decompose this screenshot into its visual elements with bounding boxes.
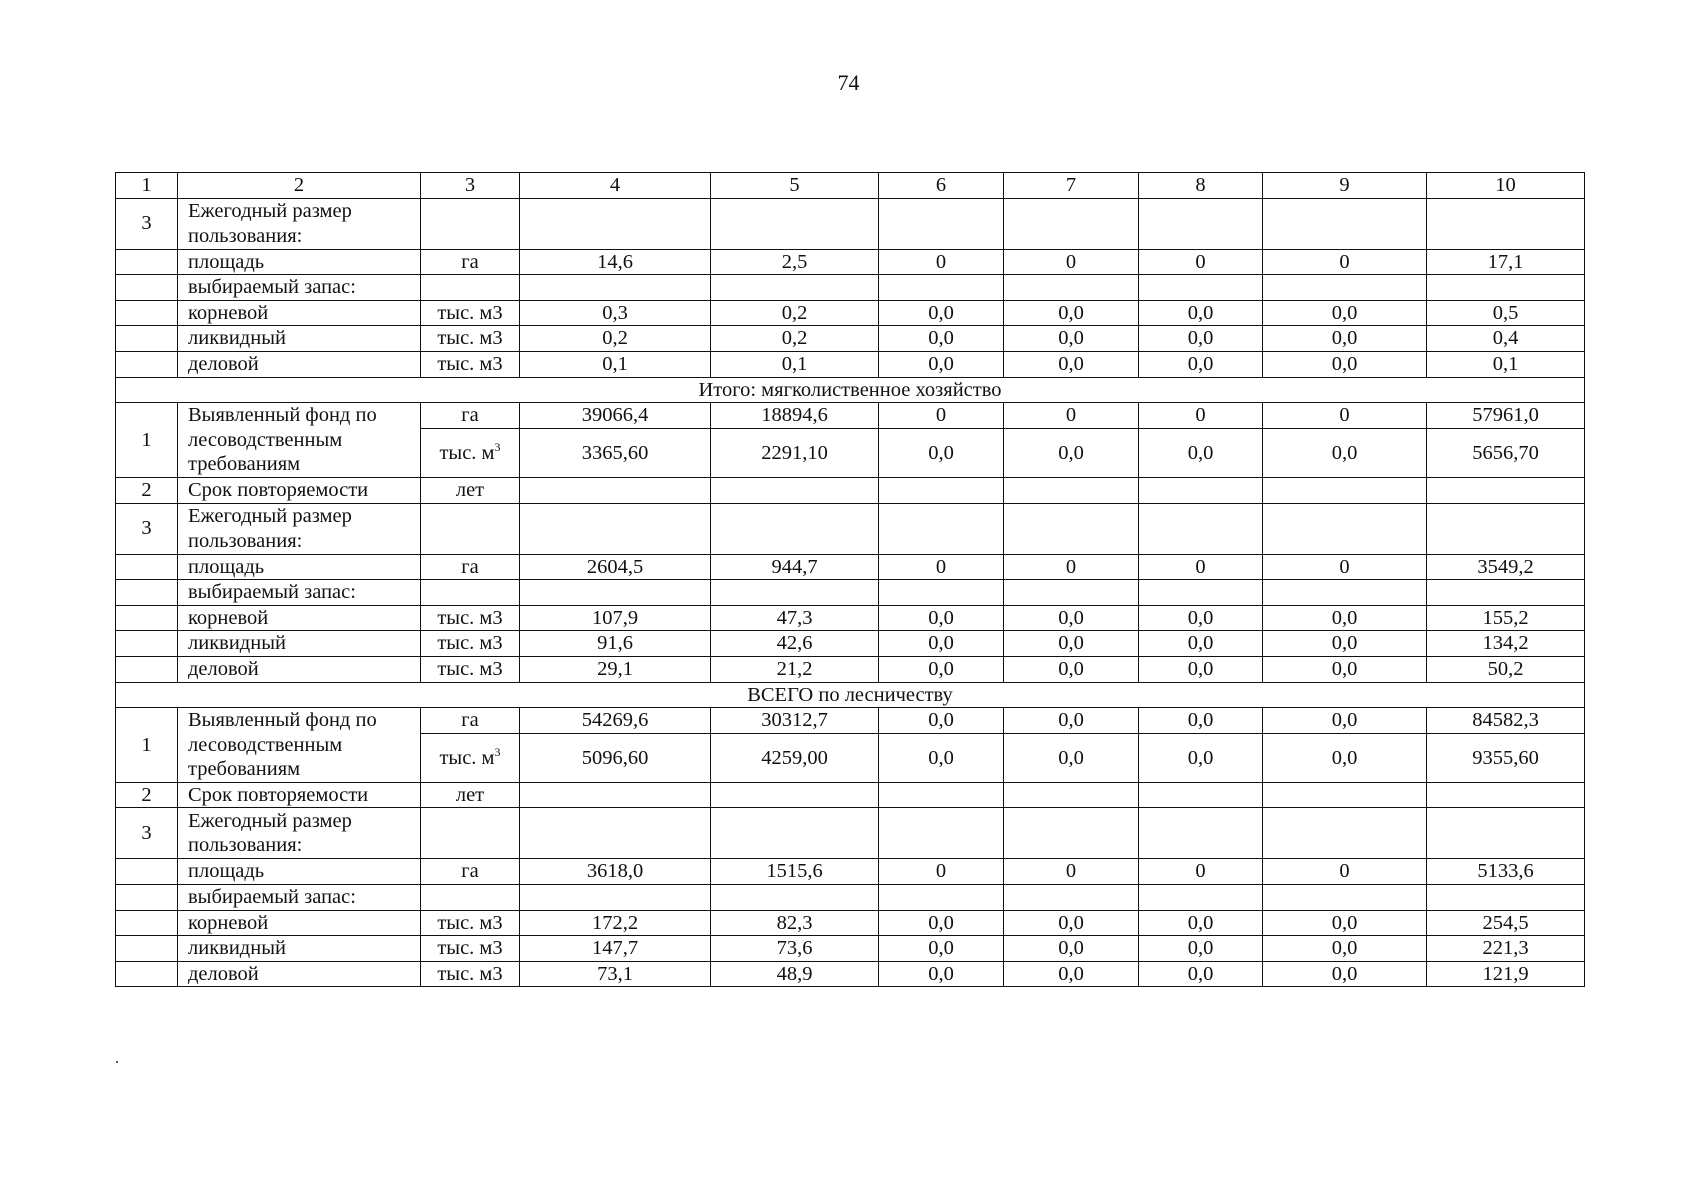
value-cell: 155,2 — [1427, 605, 1585, 631]
value-cell — [1263, 198, 1427, 249]
value-cell: 0,0 — [879, 656, 1004, 682]
value-cell: 54269,6 — [520, 708, 711, 734]
header-cell: 10 — [1427, 173, 1585, 199]
unit-cell: тыс. м3 — [421, 631, 520, 657]
header-cell: 2 — [178, 173, 421, 199]
unit-cell: тыс. м3 — [421, 300, 520, 326]
value-cell — [1139, 885, 1263, 911]
value-cell — [520, 503, 711, 554]
row-number — [116, 605, 178, 631]
value-cell — [1004, 275, 1139, 301]
row-label: площадь — [178, 554, 421, 580]
value-cell: 21,2 — [711, 656, 879, 682]
value-cell — [1263, 580, 1427, 606]
value-cell: 0,0 — [1004, 936, 1139, 962]
unit-cell — [421, 808, 520, 859]
row-number: 2 — [116, 782, 178, 808]
header-cell: 8 — [1139, 173, 1263, 199]
value-cell — [520, 808, 711, 859]
row-label: корневой — [178, 605, 421, 631]
row-number — [116, 300, 178, 326]
value-cell — [1427, 885, 1585, 911]
row-label: ликвидный — [178, 631, 421, 657]
value-cell — [1139, 808, 1263, 859]
row-number — [116, 885, 178, 911]
value-cell: 0 — [879, 249, 1004, 275]
value-cell — [1427, 503, 1585, 554]
value-cell — [1004, 198, 1139, 249]
value-cell: 73,6 — [711, 936, 879, 962]
value-cell — [520, 275, 711, 301]
value-cell: 0 — [1263, 554, 1427, 580]
table-row — [116, 859, 1585, 885]
value-cell: 0,2 — [711, 326, 879, 352]
value-cell: 0,0 — [1263, 605, 1427, 631]
value-cell — [879, 580, 1004, 606]
row-label: Выявленный фонд по лесоводственным требованиям — [178, 708, 421, 783]
unit-cell — [421, 885, 520, 911]
section-title: ВСЕГО по лесничеству — [116, 682, 1585, 708]
value-cell: 0,0 — [1139, 961, 1263, 987]
value-cell — [711, 198, 879, 249]
value-cell: 2,5 — [711, 249, 879, 275]
value-cell — [711, 885, 879, 911]
unit-cell: тыс. м3 — [421, 351, 520, 377]
value-cell: 0,5 — [1427, 300, 1585, 326]
value-cell: 91,6 — [520, 631, 711, 657]
value-cell: 0,0 — [1004, 708, 1139, 734]
value-cell — [711, 808, 879, 859]
value-cell: 3549,2 — [1427, 554, 1585, 580]
value-cell: 0 — [1004, 859, 1139, 885]
unit-cell: лет — [421, 477, 520, 503]
value-cell: 0,0 — [879, 428, 1004, 477]
section-row — [116, 682, 1585, 708]
value-cell — [1263, 275, 1427, 301]
value-cell: 17,1 — [1427, 249, 1585, 275]
value-cell — [879, 275, 1004, 301]
value-cell: 0,0 — [1263, 428, 1427, 477]
row-label: Ежегодный размер пользования: — [178, 808, 421, 859]
value-cell: 0,0 — [1004, 351, 1139, 377]
row-number: 1 — [116, 708, 178, 783]
value-cell: 0,0 — [1139, 631, 1263, 657]
table-row — [116, 275, 1585, 301]
value-cell: 0,0 — [1004, 300, 1139, 326]
value-cell: 0 — [1263, 859, 1427, 885]
value-cell: 0,0 — [1139, 428, 1263, 477]
header-cell: 3 — [421, 173, 520, 199]
value-cell: 0 — [1139, 403, 1263, 429]
value-cell — [1139, 275, 1263, 301]
value-cell: 42,6 — [711, 631, 879, 657]
table-row — [116, 808, 1585, 859]
table-row — [116, 936, 1585, 962]
value-cell: 121,9 — [1427, 961, 1585, 987]
value-cell — [1427, 198, 1585, 249]
row-label: Ежегодный размер пользования: — [178, 503, 421, 554]
value-cell: 14,6 — [520, 249, 711, 275]
row-number — [116, 554, 178, 580]
value-cell: 147,7 — [520, 936, 711, 962]
value-cell: 57961,0 — [1427, 403, 1585, 429]
row-number: 2 — [116, 477, 178, 503]
value-cell: 172,2 — [520, 910, 711, 936]
value-cell — [1263, 808, 1427, 859]
value-cell — [879, 782, 1004, 808]
unit-cell — [421, 198, 520, 249]
row-label: Ежегодный размер пользования: — [178, 198, 421, 249]
value-cell: 0 — [1004, 554, 1139, 580]
value-cell: 0,0 — [1263, 961, 1427, 987]
value-cell: 73,1 — [520, 961, 711, 987]
row-number — [116, 859, 178, 885]
row-number — [116, 351, 178, 377]
header-cell: 1 — [116, 173, 178, 199]
value-cell — [1004, 503, 1139, 554]
table-row — [116, 605, 1585, 631]
table-row — [116, 782, 1585, 808]
value-cell: 3618,0 — [520, 859, 711, 885]
unit-text: тыс. м — [439, 441, 495, 464]
value-cell: 0,0 — [879, 708, 1004, 734]
value-cell: 30312,7 — [711, 708, 879, 734]
unit-cell — [421, 733, 520, 782]
value-cell: 0,0 — [879, 351, 1004, 377]
value-cell — [711, 580, 879, 606]
forest-use-table — [115, 172, 1585, 987]
table-row — [116, 708, 1585, 734]
value-cell: 0,3 — [520, 300, 711, 326]
page-number: 74 — [837, 70, 860, 95]
value-cell: 0,0 — [1139, 733, 1263, 782]
unit-cell: тыс. м3 — [421, 910, 520, 936]
value-cell — [520, 885, 711, 911]
value-cell: 0,0 — [879, 605, 1004, 631]
row-label: Срок повторяемости — [178, 782, 421, 808]
value-cell: 5133,6 — [1427, 859, 1585, 885]
value-cell: 0,0 — [879, 733, 1004, 782]
unit-cell — [421, 275, 520, 301]
value-cell: 0,0 — [1263, 910, 1427, 936]
value-cell: 0,0 — [1004, 605, 1139, 631]
value-cell: 107,9 — [520, 605, 711, 631]
value-cell: 39066,4 — [520, 403, 711, 429]
value-cell — [520, 782, 711, 808]
row-label: выбираемый запас: — [178, 275, 421, 301]
row-number: 3 — [116, 198, 178, 249]
value-cell — [879, 808, 1004, 859]
value-cell: 0,1 — [711, 351, 879, 377]
value-cell: 0,0 — [1263, 656, 1427, 682]
value-cell: 0,1 — [1427, 351, 1585, 377]
value-cell: 18894,6 — [711, 403, 879, 429]
value-cell: 0,1 — [520, 351, 711, 377]
table-row — [116, 961, 1585, 987]
value-cell: 1515,6 — [711, 859, 879, 885]
unit-cell: га — [421, 859, 520, 885]
value-cell — [1263, 503, 1427, 554]
unit-cell: га — [421, 554, 520, 580]
row-label: площадь — [178, 249, 421, 275]
unit-cell: тыс. м3 — [421, 936, 520, 962]
value-cell: 0,0 — [1139, 936, 1263, 962]
row-label: корневой — [178, 910, 421, 936]
row-number — [116, 631, 178, 657]
header-cell: 6 — [879, 173, 1004, 199]
value-cell: 4259,00 — [711, 733, 879, 782]
value-cell — [1427, 580, 1585, 606]
value-cell: 0,0 — [1004, 656, 1139, 682]
table-row — [116, 503, 1585, 554]
table-row — [116, 580, 1585, 606]
row-label: площадь — [178, 859, 421, 885]
value-cell — [1139, 477, 1263, 503]
value-cell — [879, 198, 1004, 249]
value-cell: 944,7 — [711, 554, 879, 580]
value-cell: 0,0 — [879, 961, 1004, 987]
value-cell: 0,0 — [1263, 300, 1427, 326]
value-cell: 0 — [879, 403, 1004, 429]
unit-cell: тыс. м3 — [421, 961, 520, 987]
value-cell — [711, 782, 879, 808]
value-cell: 0 — [1263, 249, 1427, 275]
value-cell: 5656,70 — [1427, 428, 1585, 477]
value-cell — [1263, 477, 1427, 503]
value-cell — [1427, 782, 1585, 808]
unit-cell: га — [421, 403, 520, 429]
value-cell — [1263, 782, 1427, 808]
row-label: деловой — [178, 351, 421, 377]
value-cell — [879, 503, 1004, 554]
table-row — [116, 910, 1585, 936]
row-number: 3 — [116, 808, 178, 859]
value-cell — [879, 477, 1004, 503]
value-cell: 9355,60 — [1427, 733, 1585, 782]
table-row — [116, 300, 1585, 326]
row-number: 1 — [116, 403, 178, 478]
table-row — [116, 631, 1585, 657]
value-cell: 50,2 — [1427, 656, 1585, 682]
unit-cell — [421, 428, 520, 477]
value-cell — [520, 580, 711, 606]
value-cell: 134,2 — [1427, 631, 1585, 657]
row-number — [116, 249, 178, 275]
value-cell: 0,0 — [879, 936, 1004, 962]
value-cell: 0,0 — [1139, 351, 1263, 377]
header-cell: 4 — [520, 173, 711, 199]
value-cell — [1004, 580, 1139, 606]
value-cell — [1139, 503, 1263, 554]
row-label: Выявленный фонд по лесоводственным требованиям — [178, 403, 421, 478]
value-cell: 0 — [1139, 249, 1263, 275]
row-label: деловой — [178, 656, 421, 682]
value-cell: 0,0 — [1263, 631, 1427, 657]
value-cell: 0,0 — [879, 326, 1004, 352]
table-row — [116, 554, 1585, 580]
value-cell: 0 — [1263, 403, 1427, 429]
value-cell — [1004, 477, 1139, 503]
unit-superscript: 3 — [494, 439, 501, 454]
row-label: деловой — [178, 961, 421, 987]
value-cell: 0,0 — [1139, 605, 1263, 631]
value-cell — [879, 885, 1004, 911]
row-number — [116, 275, 178, 301]
value-cell — [1004, 808, 1139, 859]
unit-superscript: 3 — [494, 744, 501, 759]
unit-cell: лет — [421, 782, 520, 808]
value-cell — [1004, 885, 1139, 911]
table-row — [116, 351, 1585, 377]
row-label: выбираемый запас: — [178, 580, 421, 606]
value-cell: 0 — [879, 554, 1004, 580]
value-cell: 221,3 — [1427, 936, 1585, 962]
unit-cell — [421, 503, 520, 554]
header-cell: 9 — [1263, 173, 1427, 199]
value-cell: 47,3 — [711, 605, 879, 631]
row-number — [116, 580, 178, 606]
value-cell — [1427, 808, 1585, 859]
value-cell: 0,0 — [879, 631, 1004, 657]
value-cell: 0,2 — [711, 300, 879, 326]
value-cell: 0 — [1004, 403, 1139, 429]
row-label: выбираемый запас: — [178, 885, 421, 911]
value-cell: 0,0 — [1263, 708, 1427, 734]
row-label: корневой — [178, 300, 421, 326]
row-label: ликвидный — [178, 936, 421, 962]
row-number: 3 — [116, 503, 178, 554]
value-cell: 2604,5 — [520, 554, 711, 580]
value-cell: 0,0 — [1263, 326, 1427, 352]
value-cell: 2291,10 — [711, 428, 879, 477]
row-number — [116, 656, 178, 682]
value-cell: 0,0 — [1139, 656, 1263, 682]
unit-cell: тыс. м3 — [421, 605, 520, 631]
row-number — [116, 326, 178, 352]
value-cell: 5096,60 — [520, 733, 711, 782]
header-cell: 7 — [1004, 173, 1139, 199]
row-number — [116, 910, 178, 936]
row-number — [116, 936, 178, 962]
value-cell — [1004, 782, 1139, 808]
value-cell — [1139, 198, 1263, 249]
table-row — [116, 885, 1585, 911]
section-row — [116, 377, 1585, 403]
value-cell: 0,0 — [879, 910, 1004, 936]
row-number — [116, 961, 178, 987]
table-row — [116, 403, 1585, 429]
value-cell — [520, 198, 711, 249]
row-label: ликвидный — [178, 326, 421, 352]
table-row — [116, 477, 1585, 503]
column-number-row — [116, 173, 1585, 199]
row-label: Срок повторяемости — [178, 477, 421, 503]
table-row — [116, 249, 1585, 275]
table-row — [116, 326, 1585, 352]
value-cell: 0,0 — [1139, 910, 1263, 936]
value-cell: 29,1 — [520, 656, 711, 682]
value-cell: 254,5 — [1427, 910, 1585, 936]
value-cell: 0,0 — [1139, 708, 1263, 734]
table-row — [116, 656, 1585, 682]
value-cell: 48,9 — [711, 961, 879, 987]
value-cell: 3365,60 — [520, 428, 711, 477]
value-cell — [520, 477, 711, 503]
footnote-mark: . — [115, 1050, 119, 1067]
unit-cell: тыс. м3 — [421, 326, 520, 352]
value-cell: 0,2 — [520, 326, 711, 352]
unit-cell: га — [421, 708, 520, 734]
value-cell — [711, 275, 879, 301]
unit-cell: тыс. м3 — [421, 656, 520, 682]
section-title: Итого: мягколиственное хозяйство — [116, 377, 1585, 403]
value-cell: 84582,3 — [1427, 708, 1585, 734]
value-cell — [1427, 275, 1585, 301]
value-cell: 0,0 — [1139, 326, 1263, 352]
value-cell: 0,0 — [1004, 910, 1139, 936]
value-cell: 0,0 — [1004, 326, 1139, 352]
header-cell: 5 — [711, 173, 879, 199]
table-row — [116, 198, 1585, 249]
value-cell — [1139, 782, 1263, 808]
value-cell: 0 — [1139, 554, 1263, 580]
value-cell — [711, 477, 879, 503]
value-cell: 0,0 — [1004, 961, 1139, 987]
unit-cell: га — [421, 249, 520, 275]
value-cell: 0,0 — [1263, 936, 1427, 962]
value-cell: 0,0 — [1004, 631, 1139, 657]
value-cell: 82,3 — [711, 910, 879, 936]
value-cell: 0,0 — [1263, 733, 1427, 782]
value-cell: 0,4 — [1427, 326, 1585, 352]
value-cell: 0,0 — [1004, 733, 1139, 782]
value-cell: 0,0 — [1004, 428, 1139, 477]
value-cell — [711, 503, 879, 554]
unit-cell — [421, 580, 520, 606]
value-cell: 0,0 — [1139, 300, 1263, 326]
value-cell: 0 — [1004, 249, 1139, 275]
value-cell — [1139, 580, 1263, 606]
value-cell: 0 — [879, 859, 1004, 885]
value-cell: 0,0 — [879, 300, 1004, 326]
value-cell — [1427, 477, 1585, 503]
value-cell: 0 — [1139, 859, 1263, 885]
value-cell: 0,0 — [1263, 351, 1427, 377]
value-cell — [1263, 885, 1427, 911]
unit-text: тыс. м — [439, 746, 495, 769]
